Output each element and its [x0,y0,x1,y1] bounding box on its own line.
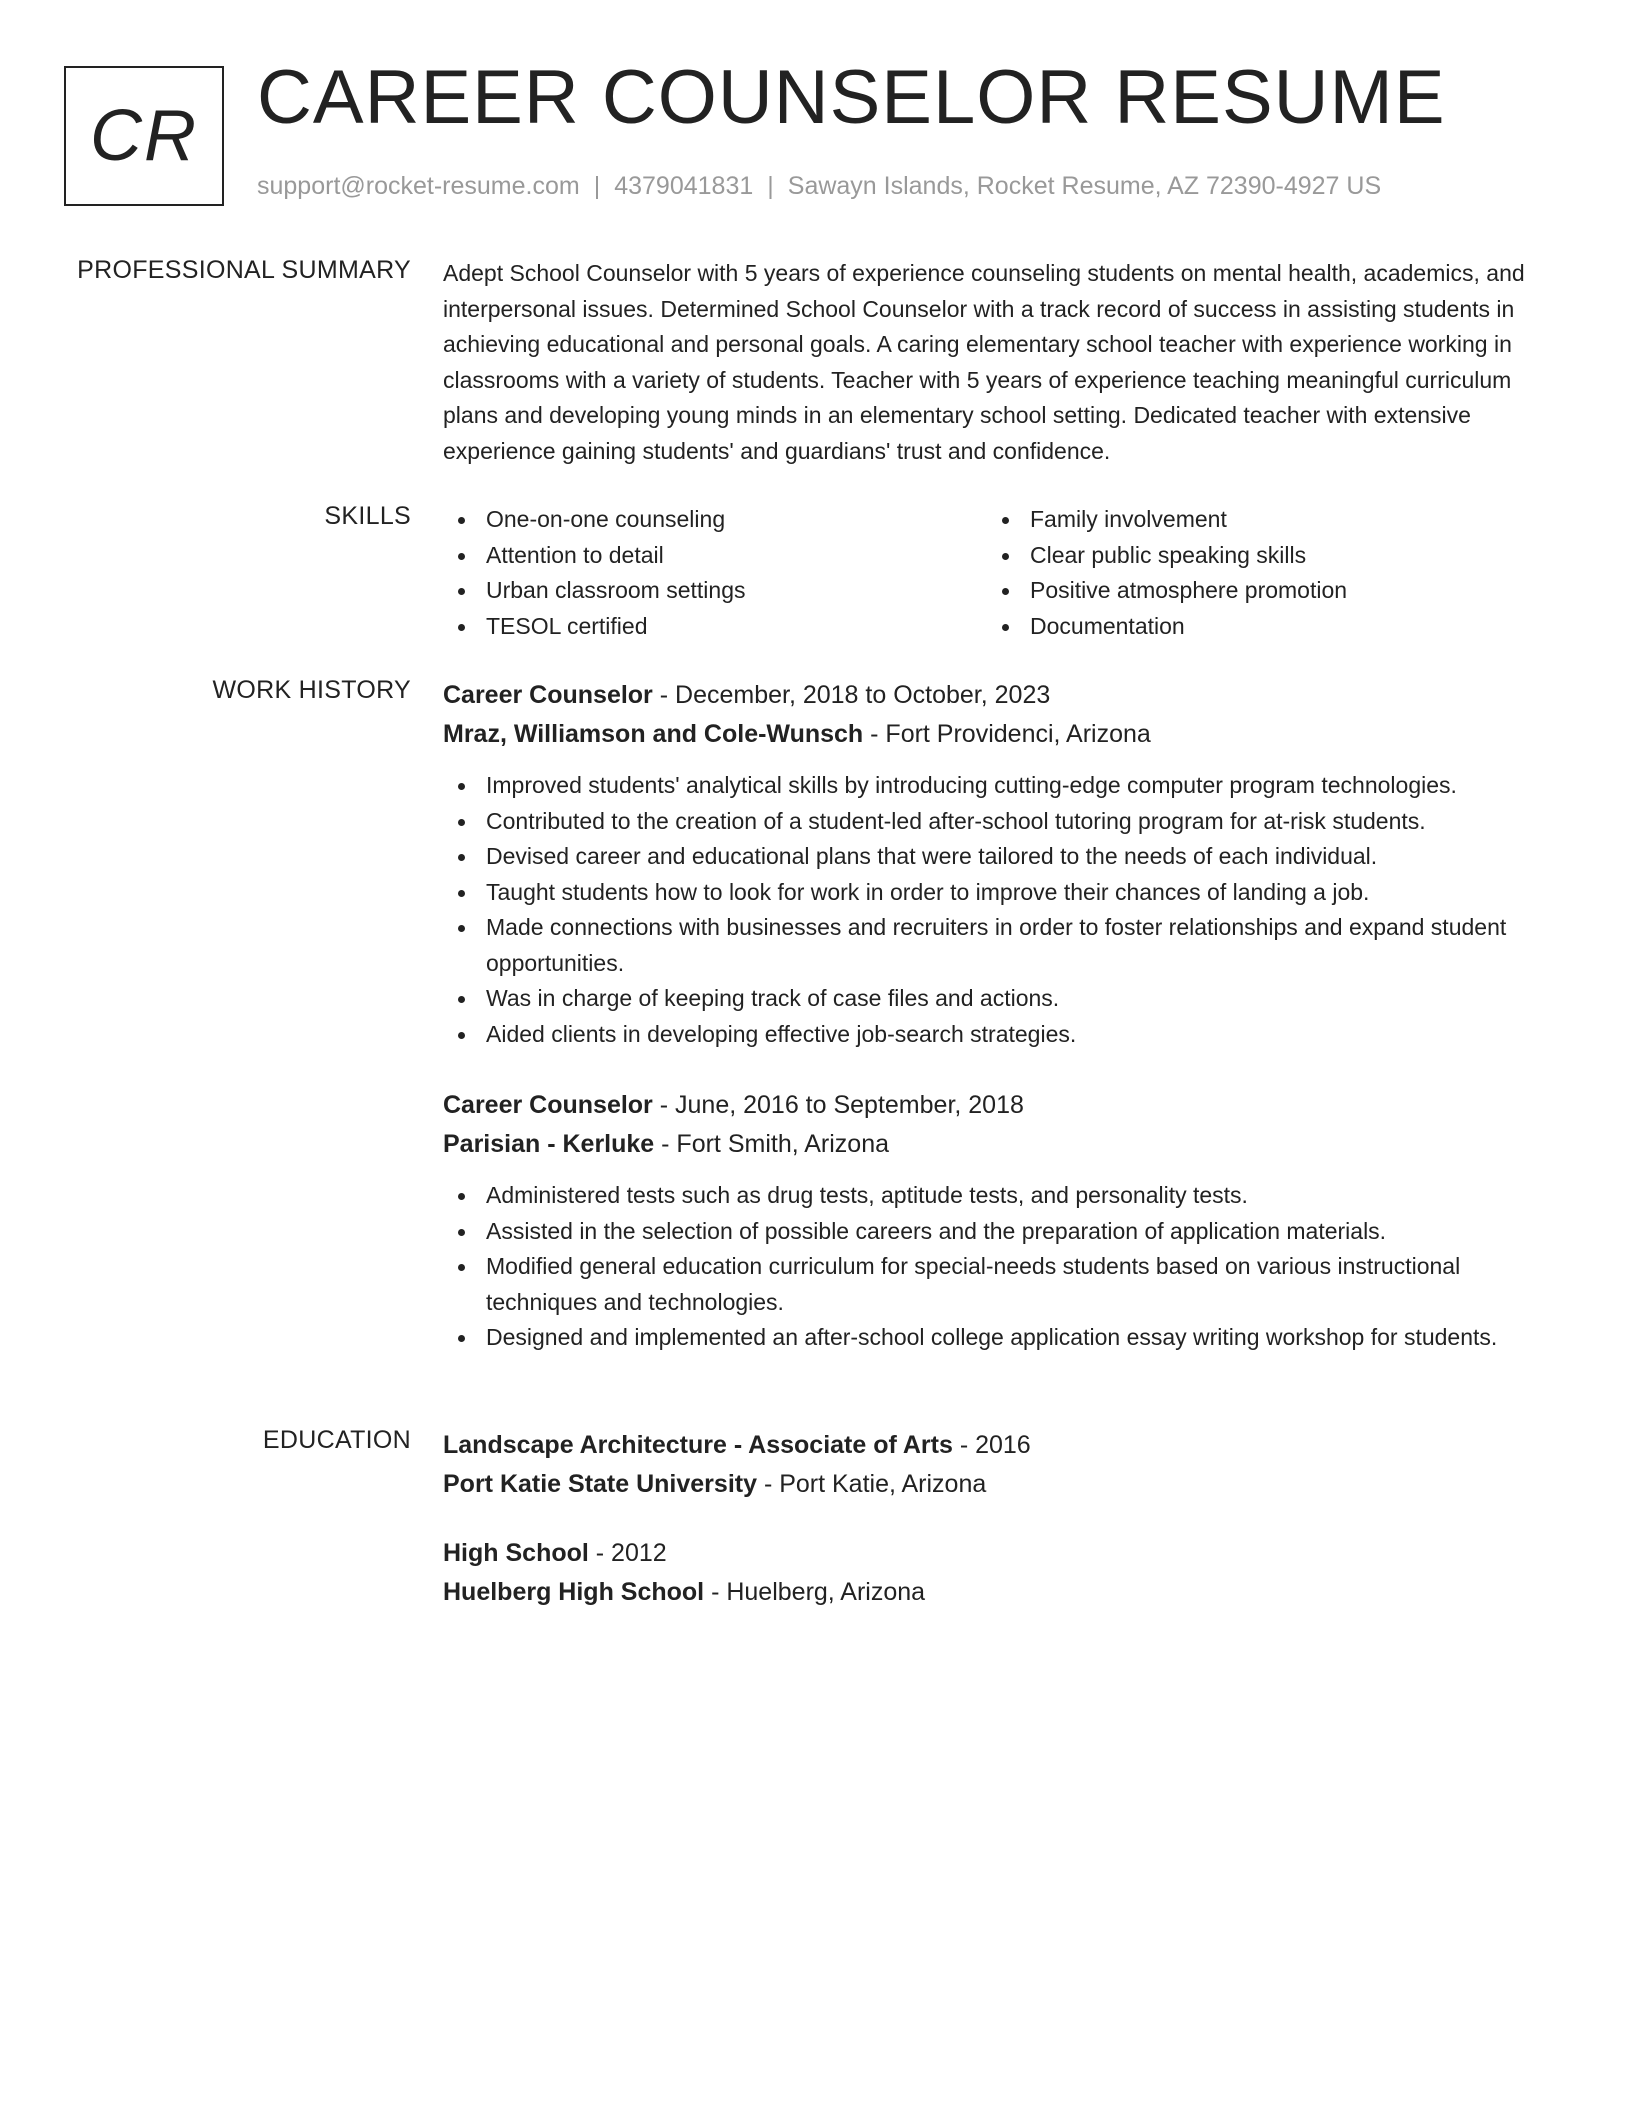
skills-list-left [443,502,987,644]
job-bullet: Made connections with businesses and recruiters in order to foster relationships and expand student opportunities. [443,910,1563,981]
job-bullet: Administered tests such as drug tests, aptitude tests, and personality tests. [443,1178,1563,1214]
job-entry [443,1086,1563,1356]
job-company-line [443,715,1563,754]
job-title: Career Counselor [443,681,653,709]
section-label-education: EDUCATION [262,1426,411,1454]
summary-text: Adept School Counselor with 5 years of experience counseling students on mental health, academics, and interpersonal issues. Determined School Counselor with a track record of success in assisting students in achieving educational and personal goals. A caring elementary school teacher with experience working in classrooms with a variety of students. Teacher with 5 years of experience teaching meaningful curriculum plans and developing young minds in an elementary school setting. Dedicated teacher with extensive experience gaining students' and guardians' trust and confidence. [443,260,1525,464]
education-year: - 2012 [588,1539,667,1567]
education-body [443,1426,1563,1612]
education-school-line [443,1573,1563,1612]
job-bullet: Contributed to the creation of a student-led after-school tutoring program for at-risk students. [443,804,1563,840]
work-body [443,676,1563,1356]
education-degree: Landscape Architecture - Associate of Arts [443,1431,953,1459]
skill-item: TESOL certified [443,609,987,645]
section-label-work: WORK HISTORY [212,676,411,704]
job-company-line [443,1125,1563,1164]
skills-body [443,502,1563,644]
page-title: CAREER COUNSELOR RESUME [257,55,1446,140]
job-location: - Fort Smith, Arizona [654,1130,890,1158]
job-company: Mraz, Williamson and Cole-Wunsch [443,720,864,748]
job-bullet: Aided clients in developing effective job-search strategies. [443,1017,1563,1053]
education-degree-line [443,1426,1563,1465]
monogram-logo: CR [64,66,224,206]
job-bullet: Taught students how to look for work in order to improve their chances of landing a job. [443,875,1563,911]
job-bullet: Modified general education curriculum for special-needs students based on various instructional techniques and technologies. [443,1249,1563,1320]
job-bullet: Designed and implemented an after-school college application essay writing workshop for students. [443,1320,1563,1356]
job-location: - Fort Providenci, Arizona [863,720,1151,748]
job-dates: - June, 2016 to September, 2018 [652,1091,1024,1119]
skill-item: Family involvement [987,502,1531,538]
education-entry [443,1426,1563,1504]
education-year: - 2016 [952,1431,1031,1459]
education-location: - Huelberg, Arizona [704,1578,926,1606]
skill-item: One-on-one counseling [443,502,987,538]
skill-item: Attention to detail [443,538,987,574]
job-title: Career Counselor [443,1091,653,1119]
skill-item: Documentation [987,609,1531,645]
skills-list-right [987,502,1531,644]
contact-separator: | [767,172,774,200]
skill-item: Positive atmosphere promotion [987,573,1531,609]
job-bullets [443,768,1563,1052]
skills-grid [443,502,1563,644]
job-bullet: Devised career and educational plans that were tailored to the needs of each individual. [443,839,1563,875]
section-label-skills: SKILLS [324,502,411,530]
job-bullets [443,1178,1563,1356]
contact-separator: | [593,172,601,200]
skill-item: Clear public speaking skills [987,538,1531,574]
education-degree-line [443,1534,1563,1573]
contact-phone: 4379041831 [614,172,754,200]
education-school: Port Katie State University [443,1470,757,1498]
job-entry [443,676,1563,1052]
job-bullet: Assisted in the selection of possible careers and the preparation of application materials. [443,1214,1563,1250]
education-entry [443,1534,1563,1612]
contact-line [257,172,1381,201]
summary-body [443,256,1563,469]
job-title-line [443,676,1563,715]
job-company: Parisian - Kerluke [443,1130,655,1158]
job-bullet: Improved students' analytical skills by introducing cutting-edge computer program technologies. [443,768,1563,804]
job-bullet: Was in charge of keeping track of case files and actions. [443,981,1563,1017]
skill-item: Urban classroom settings [443,573,987,609]
contact-address: Sawayn Islands, Rocket Resume, AZ 72390-4927 US [787,172,1382,200]
education-school: Huelberg High School [443,1578,705,1606]
section-label-summary: PROFESSIONAL SUMMARY [77,256,411,284]
job-title-line [443,1086,1563,1125]
education-degree: High School [443,1539,589,1567]
education-school-line [443,1465,1563,1504]
job-dates: - December, 2018 to October, 2023 [652,681,1051,709]
education-location: - Port Katie, Arizona [757,1470,987,1498]
contact-email: support@rocket-resume.com [257,172,580,200]
